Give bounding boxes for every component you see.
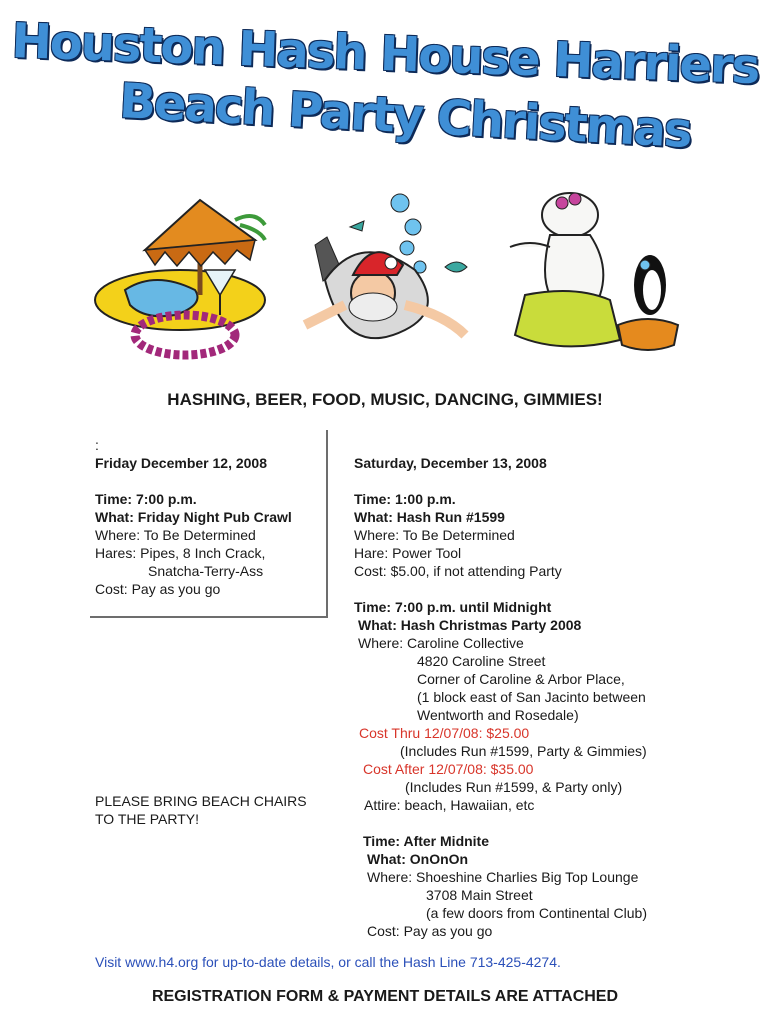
party-what: What: Hash Christmas Party 2008 <box>358 617 582 633</box>
friday-where: Where: To Be Determined <box>95 527 256 543</box>
after-what: What: OnOnOn <box>367 851 469 867</box>
friday-time: Time: 7:00 p.m. <box>95 491 197 507</box>
run-cost: Cost: $5.00, if not attending Party <box>354 563 562 579</box>
after-time: Time: After Midnite <box>363 833 490 849</box>
colon-mark: : <box>95 437 99 453</box>
tagline: HASHING, BEER, FOOD, MUSIC, DANCING, GIMMIES! <box>167 390 603 409</box>
diving-santa-icon <box>295 185 480 360</box>
title-line-1: Houston Hash House Harriers <box>10 12 760 96</box>
after-addr-2: (a few doors from Continental Club) <box>426 905 647 921</box>
party-cost-late: Cost After 12/07/08: $35.00 <box>363 761 534 777</box>
note-line-2: TO THE PARTY! <box>95 811 199 827</box>
friday-what: What: Friday Night Pub Crawl <box>95 509 292 525</box>
friday-cost: Cost: Pay as you go <box>95 581 221 597</box>
party-cost-early-note: (Includes Run #1599, Party & Gimmies) <box>400 743 647 759</box>
saturday-section <box>354 454 754 940</box>
party-addr-1: 4820 Caroline Street <box>417 653 546 669</box>
friday-date: Friday December 12, 2008 <box>95 455 267 471</box>
party-attire: Attire: beach, Hawaiian, etc <box>364 797 535 813</box>
run-hare: Hare: Power Tool <box>354 545 462 561</box>
tiki-beach-icon <box>85 180 285 370</box>
party-addr-3: (1 block east of San Jacinto between <box>417 689 646 705</box>
after-addr-1: 3708 Main Street <box>426 887 533 903</box>
friday-hares: Hares: Pipes, 8 Inch Crack, <box>95 545 266 561</box>
party-where: Where: Caroline Collective <box>358 635 524 651</box>
visit-link[interactable]: Visit www.h4.org for up-to-date details, or call the Hash Line 713-425-4274. <box>95 954 561 970</box>
note-line-1: PLEASE BRING BEACH CHAIRS <box>95 793 307 809</box>
run-what: What: Hash Run #1599 <box>354 509 505 525</box>
hula-bear-and-penguin-icon <box>500 185 685 365</box>
title-line-2: Beach Party Christmas <box>118 73 692 159</box>
after-cost: Cost: Pay as you go <box>367 923 493 939</box>
party-addr-4: Wentworth and Rosedale) <box>417 707 579 723</box>
party-cost-early: Cost Thru 12/07/08: $25.00 <box>359 725 530 741</box>
party-cost-late-note: (Includes Run #1599, & Party only) <box>405 779 623 795</box>
friday-section <box>95 436 335 598</box>
run-time: Time: 1:00 p.m. <box>354 491 456 507</box>
party-time: Time: 7:00 p.m. until Midnight <box>354 599 552 615</box>
saturday-date: Saturday, December 13, 2008 <box>354 455 547 471</box>
beach-chairs-note <box>95 792 345 828</box>
friday-hares-cont: Snatcha-Terry-Ass <box>148 563 264 579</box>
run-where: Where: To Be Determined <box>354 527 515 543</box>
after-where: Where: Shoeshine Charlies Big Top Lounge <box>367 869 639 885</box>
party-addr-2: Corner of Caroline & Arbor Place, <box>417 671 625 687</box>
registration-footer: REGISTRATION FORM & PAYMENT DETAILS ARE ATTACHED <box>151 988 619 1005</box>
